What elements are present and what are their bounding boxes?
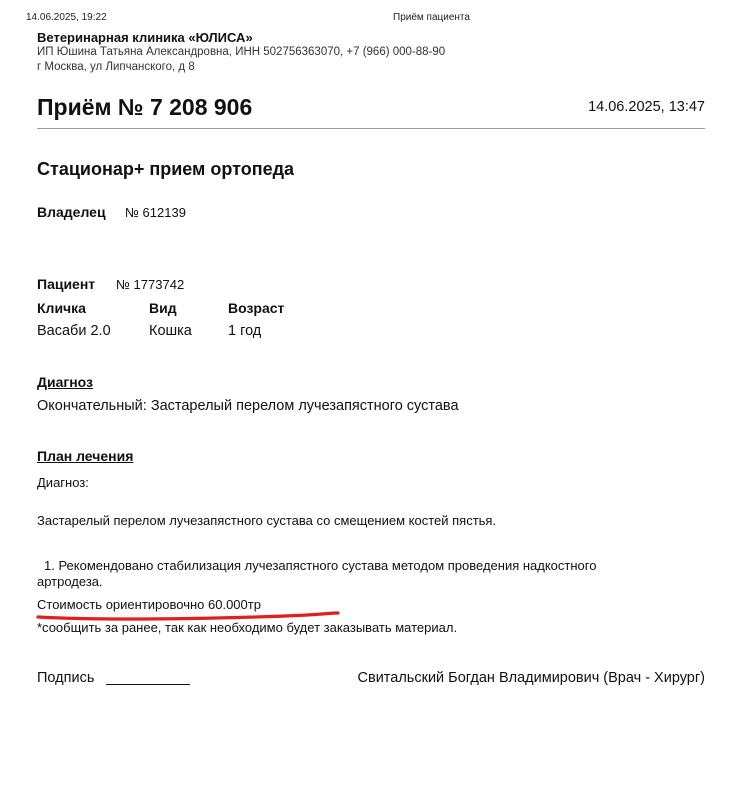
visit-datetime: 14.06.2025, 13:47 (588, 99, 705, 115)
material-note: *сообщить за ранее, так как необходимо будет заказывать материал. (37, 620, 458, 635)
header-divider (37, 128, 705, 129)
patient-species-value: Кошка (149, 323, 192, 339)
print-page-title: Приём пациента (393, 12, 470, 23)
clinic-name: Ветеринарная клиника «ЮЛИСА» (37, 30, 253, 45)
recommendation-line-2: артродеза. (37, 574, 103, 589)
signature-line (106, 684, 190, 685)
recommendation-line-1: 1. Рекомендовано стабилизация лучезапястного сустава методом проведения надкостного (44, 558, 597, 573)
patient-age-header: Возраст (228, 300, 285, 316)
cost-estimate: Стоимость ориентировочно 60.000тр (37, 597, 261, 612)
signature-label: Подпись (37, 670, 95, 686)
clinic-address: г Москва, ул Липчанского, д 8 (37, 61, 195, 73)
visit-title: Приём № 7 208 906 (37, 94, 253, 120)
patient-species-header: Вид (149, 300, 177, 316)
owner-number: № 612139 (125, 205, 186, 220)
diagnosis-text: Окончательный: Застарелый перелом лучезапястного сустава (37, 398, 459, 414)
patient-name-header: Кличка (37, 300, 86, 316)
patient-number: № 1773742 (116, 277, 185, 292)
patient-label: Пациент (37, 276, 96, 292)
diagnosis-heading: Диагноз (37, 374, 93, 390)
service-name: Стационар+ прием ортопеда (37, 159, 295, 179)
owner-label: Владелец (37, 204, 106, 220)
doctor-name: Свитальский Богдан Владимирович (Врач - Хирург) (357, 670, 705, 686)
patient-name-value: Васаби 2.0 (37, 323, 111, 339)
treatment-plan-heading: План лечения (37, 448, 134, 464)
clinic-details: ИП Юшина Татьяна Александровна, ИНН 502756363070, +7 (966) 000-88-90 (37, 46, 446, 58)
print-datetime: 14.06.2025, 19:22 (26, 12, 107, 23)
plan-diagnosis-label: Диагноз: (37, 475, 89, 490)
patient-age-value: 1 год (228, 323, 262, 339)
plan-diagnosis-text: Застарелый перелом лучезапястного сустава со смещением костей пястья. (37, 513, 497, 528)
